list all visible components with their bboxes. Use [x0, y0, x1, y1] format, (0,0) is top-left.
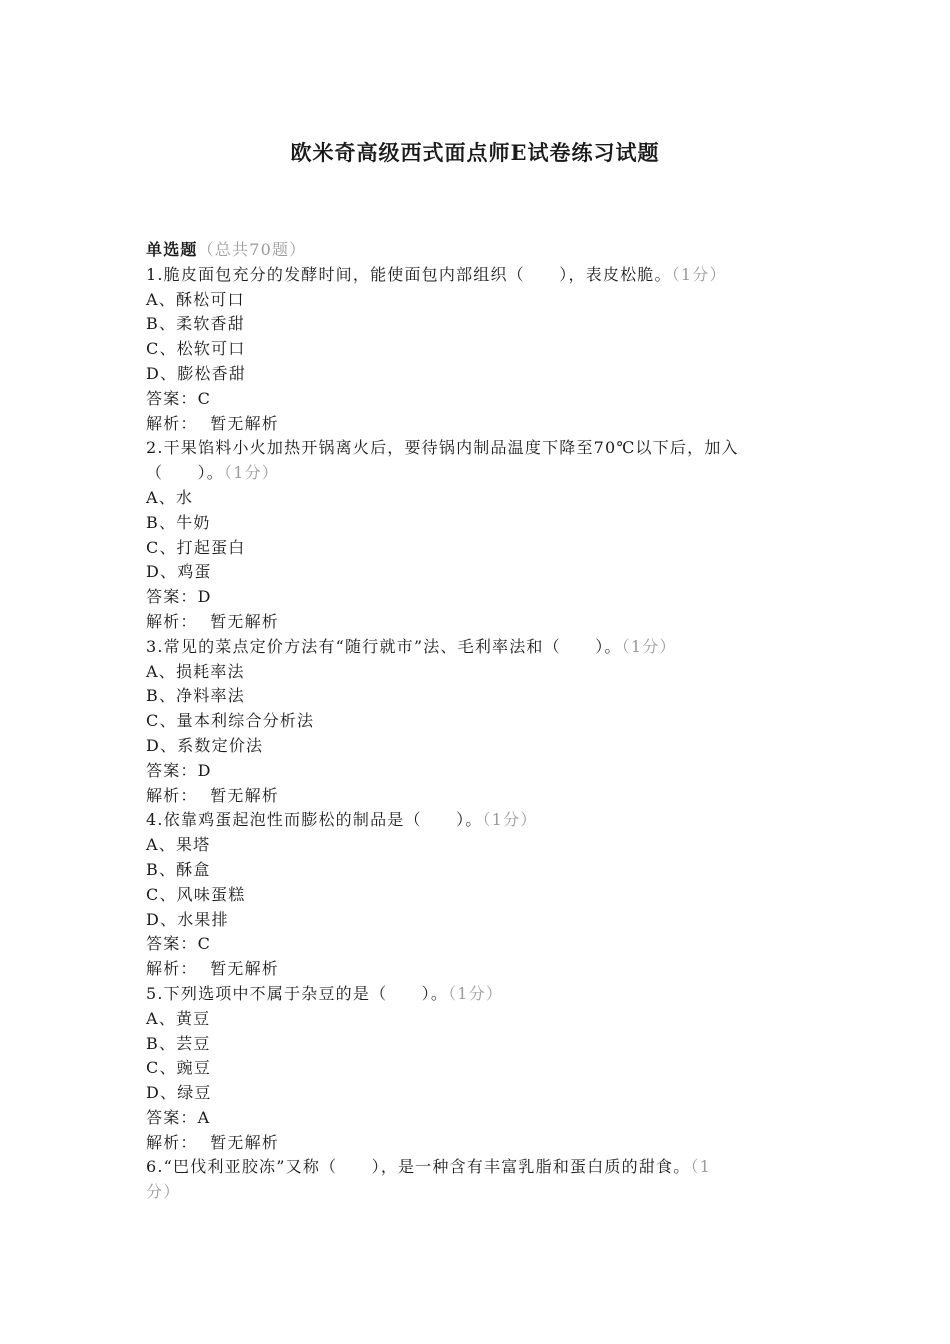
answer-line [146, 932, 806, 957]
option-item: B、净料率法 [146, 686, 245, 706]
option-item: C、松软可口 [146, 339, 246, 359]
answer-label: 答案： [146, 1107, 198, 1127]
question-score: （1 [690, 1157, 712, 1177]
question-text: 6.“巴伐利亚胶冻”又称（ ），是一种含有丰富乳脂和蛋白质的甜食。 [146, 1157, 691, 1177]
answer-line [146, 585, 806, 610]
analysis-label: 解析： [146, 959, 198, 979]
answer-value: D [197, 587, 212, 607]
question-text: 3.常见的菜点定价方法有“随行就市”法、毛利率法和（ ）。 [146, 636, 622, 656]
section-heading [146, 238, 806, 263]
question-score: （1分） [482, 810, 538, 830]
option-item: D、膨松香甜 [146, 363, 247, 383]
question-text: 1.脆皮面包充分的发酵时间，能使面包内部组织（ ），表皮松脆。 [146, 264, 672, 284]
answer-label: 答案： [146, 388, 198, 408]
option-item: D、绿豆 [146, 1083, 212, 1103]
analysis-value: 暂无解析 [210, 413, 279, 433]
question-text: （ ）。 [146, 463, 225, 483]
option-item: C、风味蛋糕 [146, 884, 246, 904]
option-item: B、酥盒 [146, 859, 211, 879]
answer-value: C [197, 388, 212, 408]
analysis-line [146, 610, 806, 635]
analysis-label: 解析： [146, 1132, 198, 1152]
answer-line [146, 759, 806, 784]
analysis-value: 暂无解析 [210, 785, 279, 805]
option-item: A、损耗率法 [146, 661, 245, 681]
answer-label: 答案： [146, 934, 198, 954]
option-item: C、量本利综合分析法 [146, 711, 315, 731]
analysis-line [146, 784, 806, 809]
option-item: A、酥松可口 [146, 289, 245, 309]
analysis-line [146, 957, 806, 982]
question-stem [146, 635, 806, 660]
question-stem [146, 1155, 806, 1180]
answer-line [146, 1106, 806, 1131]
analysis-line [146, 1131, 806, 1156]
option-item: D、鸡蛋 [146, 562, 212, 582]
answer-label: 答案： [146, 760, 198, 780]
answer-value: C [197, 934, 212, 954]
question-stem [146, 982, 806, 1007]
question-stem-continued [146, 461, 806, 486]
analysis-label: 解析： [146, 785, 198, 805]
question-text: 4.依靠鸡蛋起泡性而膨松的制品是（ ）。 [146, 810, 483, 830]
question-score: （1分） [224, 463, 279, 483]
question-stem [146, 263, 806, 288]
analysis-value: 暂无解析 [210, 1132, 279, 1152]
question-stem-continued [146, 1180, 806, 1205]
option-item: B、柔软香甜 [146, 314, 245, 334]
option-item: D、系数定价法 [146, 735, 264, 755]
option-item: D、水果排 [146, 909, 229, 929]
option-item: A、果塔 [146, 835, 211, 855]
question-stem [146, 808, 806, 833]
answer-value: A [197, 1107, 211, 1127]
question-score: （1分） [621, 636, 677, 656]
option-item: A、水 [146, 487, 194, 507]
option-item: C、打起蛋白 [146, 537, 246, 557]
page-title: 欧米奇高级西式面点师E试卷练习试题 [290, 140, 660, 165]
question-text: 5.下列选项中不属于杂豆的是（ ）。 [146, 983, 449, 1003]
section-label: 单选题 [146, 240, 198, 259]
analysis-line [146, 412, 806, 437]
analysis-value: 暂无解析 [210, 959, 279, 979]
question-stem [146, 436, 806, 461]
exam-body [146, 238, 806, 1205]
analysis-label: 解析： [146, 611, 198, 631]
answer-label: 答案： [146, 587, 198, 607]
option-item: A、黄豆 [146, 1008, 211, 1028]
question-score: （1分） [671, 264, 727, 284]
question-text: 2.干果馅料小火加热开锅离火后，要待锅内制品温度下降至70℃以下后，加入 [146, 438, 739, 458]
option-item: B、芸豆 [146, 1033, 211, 1053]
analysis-value: 暂无解析 [210, 611, 279, 631]
question-score: 分） [146, 1182, 181, 1202]
question-score: （1分） [448, 983, 504, 1003]
option-item: C、豌豆 [146, 1058, 212, 1078]
section-count: （总共70题） [197, 240, 307, 259]
option-item: B、牛奶 [146, 512, 211, 532]
analysis-label: 解析： [146, 413, 198, 433]
answer-line [146, 387, 806, 412]
answer-value: D [197, 760, 212, 780]
